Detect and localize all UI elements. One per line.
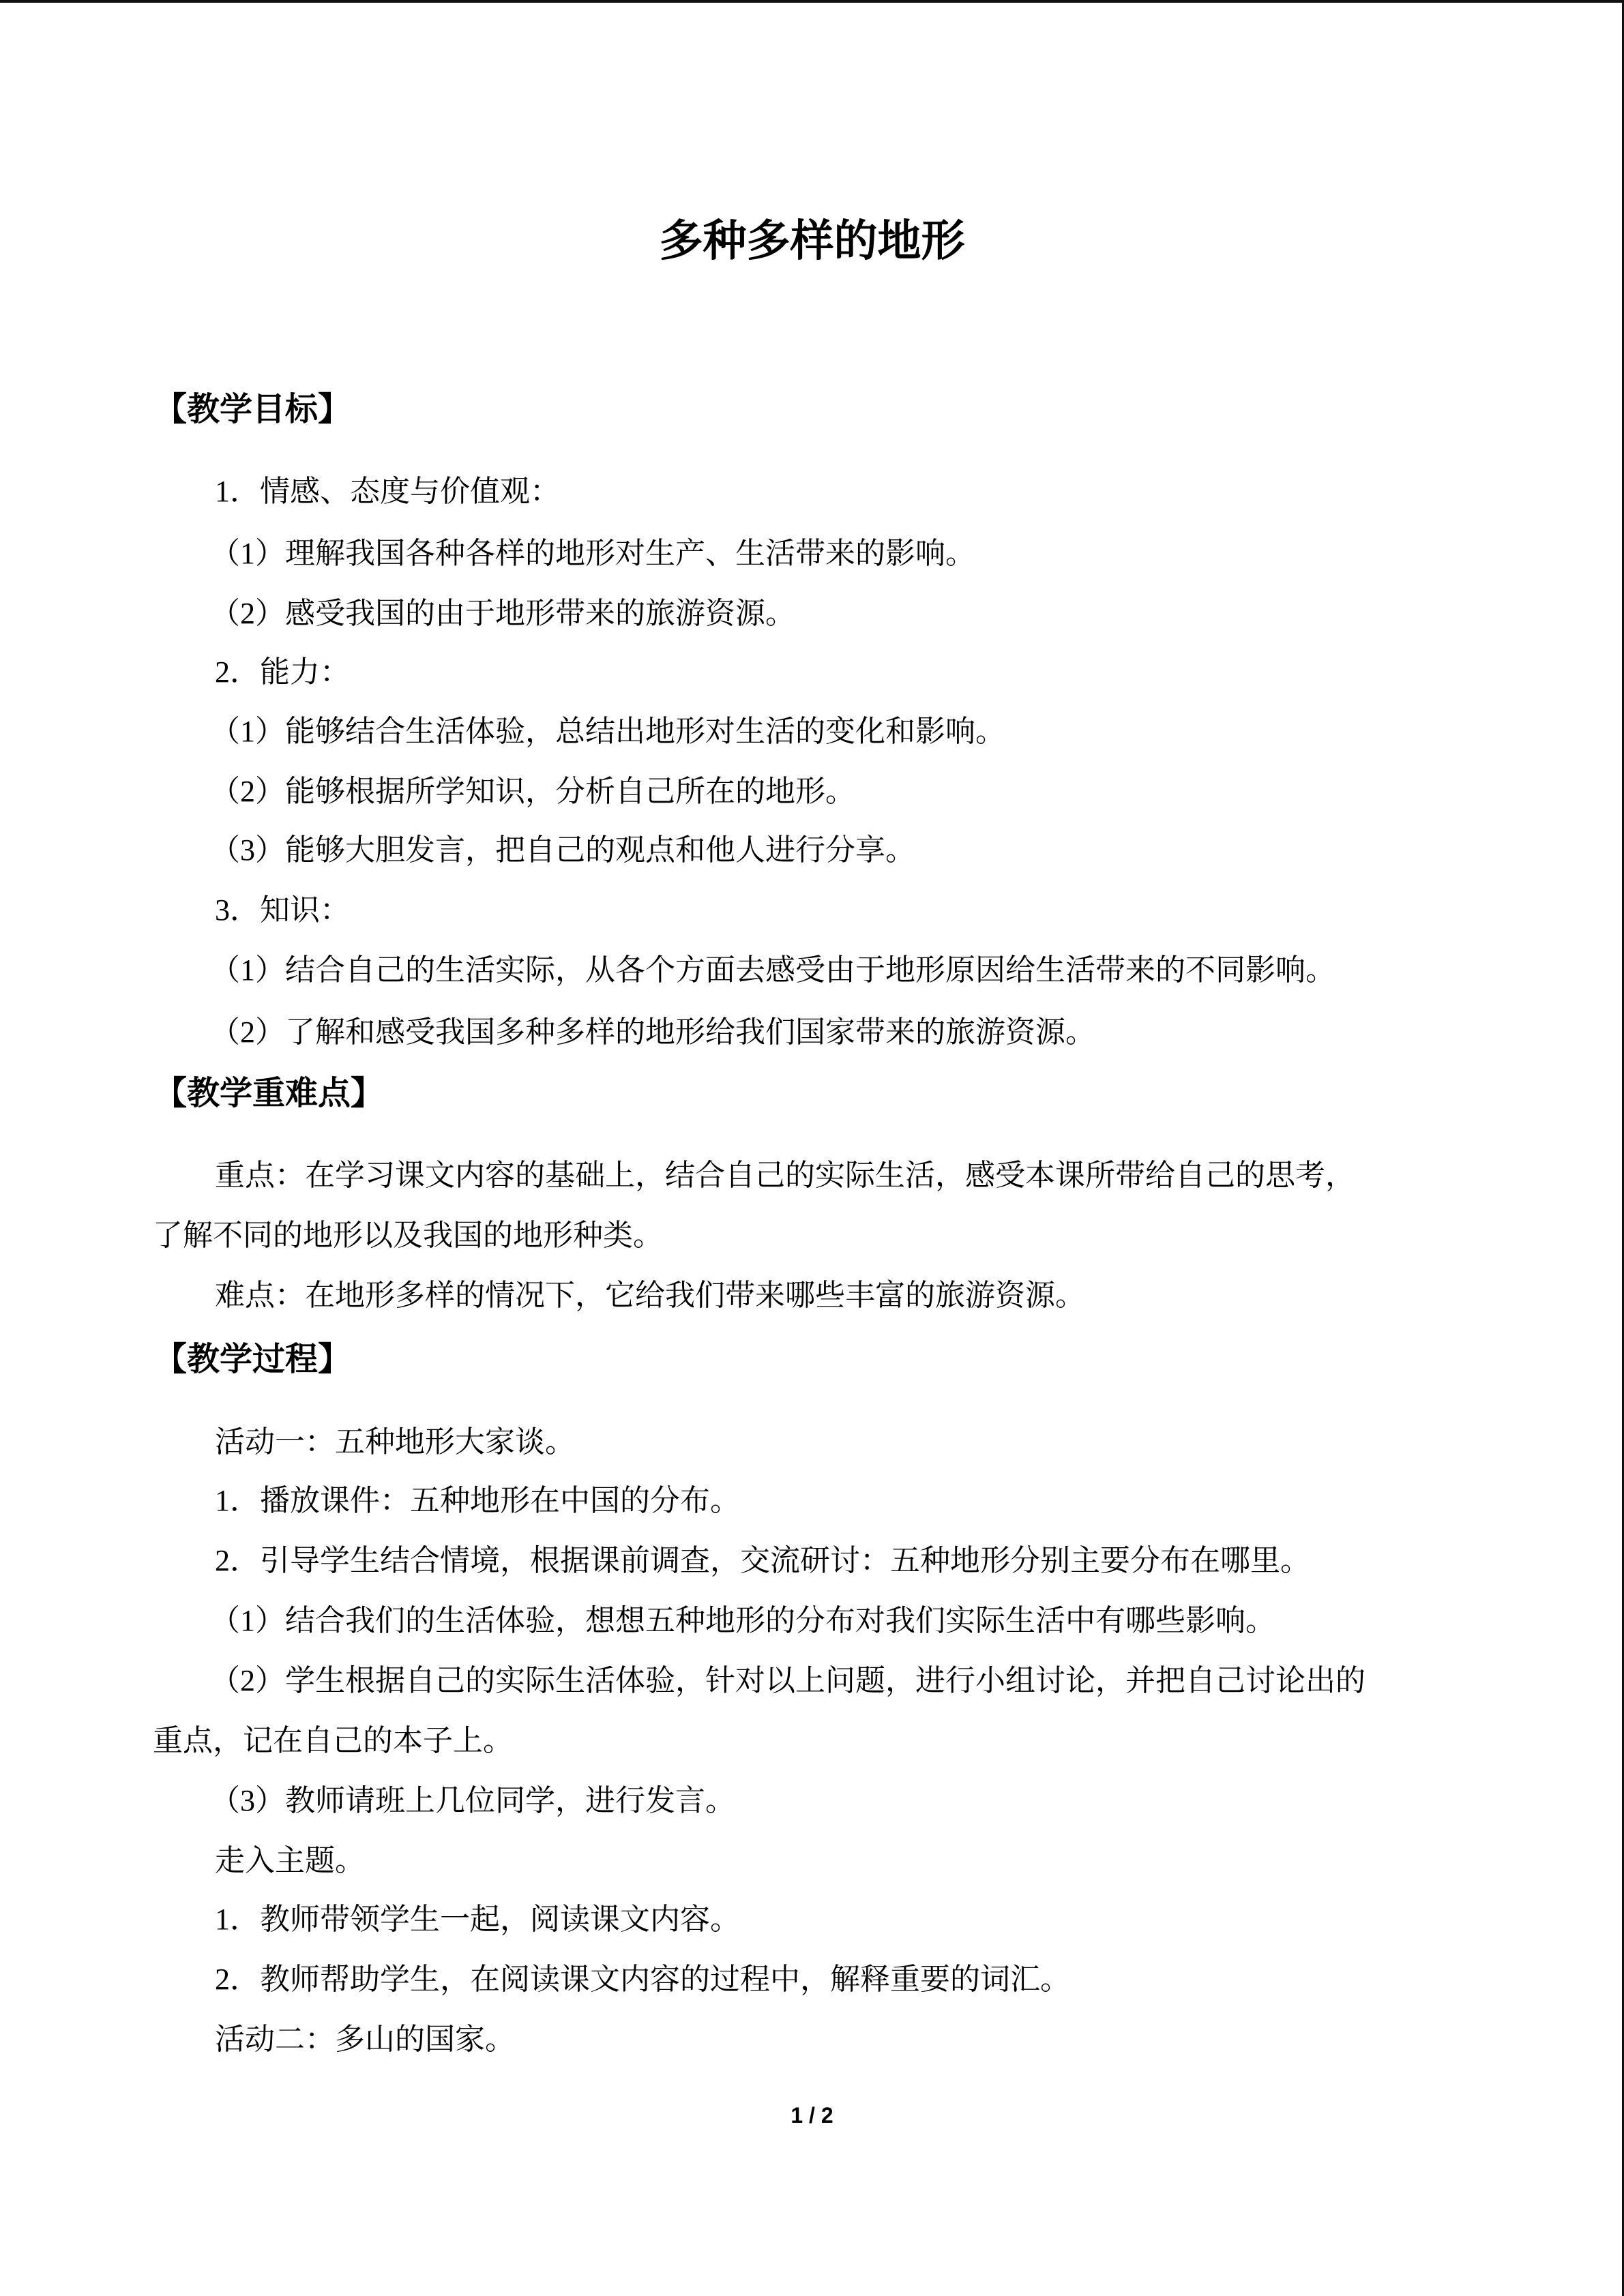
objective-line: （2）感受我国的由于地形带来的旅游资源。: [210, 597, 795, 630]
objective-line: 1．情感、态度与价值观：: [215, 475, 560, 508]
section-heading-objectives: 【教学目标】: [154, 391, 351, 428]
process-line: 活动一：五种地形大家谈。: [215, 1425, 575, 1459]
process-line: 重点，记在自己的本子上。: [153, 1724, 513, 1757]
key-point-line: 了解不同的地形以及我国的地形种类。: [153, 1219, 663, 1252]
process-line: 2．引导学生结合情境，根据课前调查，交流研讨：五种地形分别主要分布在哪里。: [215, 1544, 1310, 1577]
process-line: 2．教师帮助学生，在阅读课文内容的过程中，解释重要的词汇。: [215, 1963, 1070, 1996]
section-heading-process: 【教学过程】: [154, 1341, 351, 1377]
key-point-line: 难点：在地形多样的情况下，它给我们带来哪些丰富的旅游资源。: [215, 1279, 1085, 1312]
objective-line: 2．能力：: [215, 655, 350, 689]
objective-line: （3）能够大胆发言，把自己的观点和他人进行分享。: [210, 833, 915, 867]
process-line: 走入主题。: [215, 1844, 365, 1877]
process-line: 1．播放课件：五种地形在中国的分布。: [215, 1484, 740, 1517]
objective-line: （1）能够结合生活体验，总结出地形对生活的变化和影响。: [210, 715, 1005, 748]
objective-line: （2）了解和感受我国多种多样的地形给我们国家带来的旅游资源。: [210, 1015, 1095, 1049]
page-top-border: [0, 0, 1624, 3]
objective-line: （2）能够根据所学知识，分析自己所在的地形。: [210, 775, 855, 808]
process-line: 1．教师带领学生一起，阅读课文内容。: [215, 1903, 740, 1936]
process-line: （3）教师请班上几位同学，进行发言。: [210, 1784, 735, 1817]
process-line: （2）学生根据自己的实际生活体验，针对以上问题，进行小组讨论，并把自己讨论出的: [210, 1664, 1365, 1697]
section-heading-key-points: 【教学重难点】: [154, 1075, 384, 1112]
objective-line: 3．知识：: [215, 893, 350, 927]
page-number: 1 / 2: [791, 2103, 833, 2128]
objective-line: （1）结合自己的生活实际，从各个方面去感受由于地形原因给生活带来的不同影响。: [210, 953, 1335, 987]
document-title: 多种多样的地形: [659, 217, 965, 265]
process-line: （1）结合我们的生活体验，想想五种地形的分布对我们实际生活中有哪些影响。: [210, 1604, 1275, 1637]
key-point-line: 重点：在学习课文内容的基础上，结合自己的实际生活，感受本课所带给自己的思考，: [215, 1159, 1355, 1192]
objective-line: （1）理解我国各种各样的地形对生产、生活带来的影响。: [210, 537, 975, 570]
process-line: 活动二：多山的国家。: [215, 2023, 515, 2056]
